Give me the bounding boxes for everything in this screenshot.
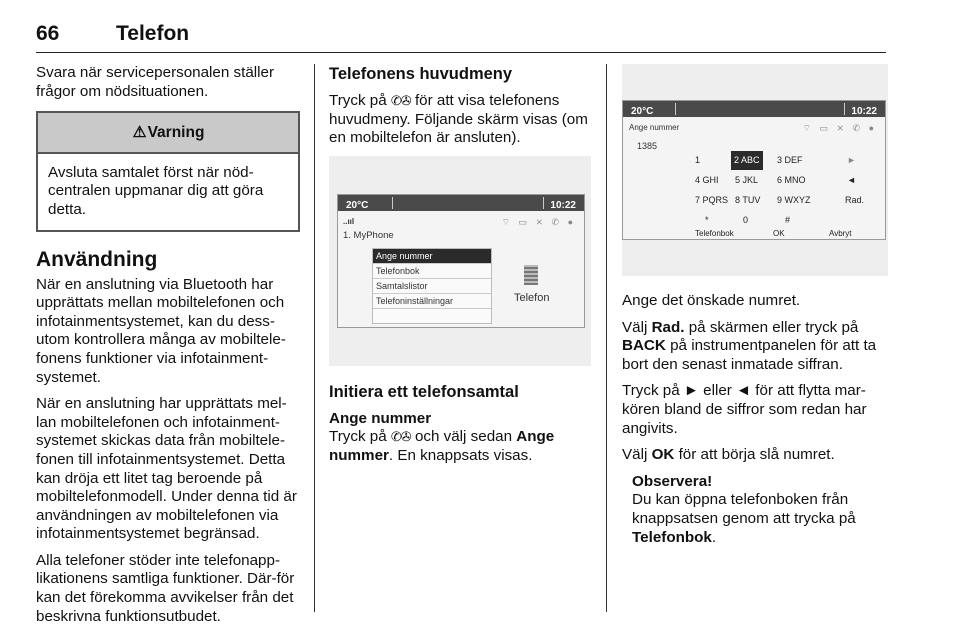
section-heading: Användning: [36, 247, 158, 271]
delete-button[interactable]: Rad.: [845, 195, 865, 205]
minor-heading: Ange nummer: [329, 409, 432, 427]
keypad-key[interactable]: 5 JKL: [735, 175, 759, 185]
intro-paragraph: Svara när servicepersonalen ställer frågor om nödsituationen.: [36, 64, 275, 100]
signal-strength-icon: ..ııl: [343, 216, 355, 226]
warning-title: Varning: [147, 124, 205, 142]
menu-item[interactable]: Ange nummer: [373, 249, 491, 264]
note-box: [622, 473, 888, 547]
bold-term: BACK: [622, 337, 666, 355]
text: för att visa telefonens huvudmeny. Följande skärm visas (om en mobiltelefon är ansluten).: [329, 92, 588, 147]
subsection-heading: Initiera ett telefonsamtal: [329, 382, 519, 401]
text: Välj: [622, 318, 648, 336]
phone-tile-icon: [524, 265, 538, 285]
clock: 10:22: [550, 199, 576, 211]
clock: 10:22: [851, 106, 877, 117]
text: på instrumentpanelen för att ta bort den senast inmatade siffran.: [622, 337, 877, 373]
temperature: 20°C: [631, 106, 654, 117]
phonebook-button[interactable]: Telefonbok: [695, 229, 734, 238]
menu-item[interactable]: Samtalslistor: [373, 279, 491, 294]
keypad-key[interactable]: 6 MNO: [777, 175, 806, 185]
infotainment-screen: [337, 194, 585, 328]
keypad-screenshot: [622, 64, 888, 276]
column-right: [622, 64, 888, 547]
body-paragraph: [329, 428, 591, 465]
warning-text: Avsluta samtalet först när nöd-centralen uppmanar dig att göra detta.: [48, 163, 264, 218]
body-paragraph: Ange det önskade numret.: [622, 292, 801, 309]
phone-icon: ✆✇: [390, 93, 411, 108]
keypad-key[interactable]: 7 PQRS: [695, 195, 729, 205]
text: Tryck på: [329, 92, 387, 109]
body-paragraph: [622, 319, 888, 375]
keypad-key[interactable]: 8 TUV: [735, 195, 761, 205]
keypad-key[interactable]: 0: [743, 215, 749, 225]
menu-item-empty: [373, 309, 491, 323]
page-header: [36, 22, 886, 53]
body-paragraph: [622, 446, 888, 465]
phone-menu-list: [372, 248, 492, 324]
body-paragraph: När en anslutning via Bluetooth har upprättats mellan mobiltelefonen och infotainmentsystemet, kan du dess-utom kontrollera många av mobiltele-fonens funktioner via infotainment-systemet.: [36, 275, 286, 386]
warning-triangle-icon: ⚠: [132, 124, 147, 142]
screen-title: Ange nummer: [629, 123, 680, 132]
status-icons: ⌔ ▭ ⨯ ✆ ●: [802, 123, 877, 133]
phone-tile-label: Telefon: [514, 291, 550, 304]
bold-term: Ange nummer: [329, 428, 555, 464]
text: på skärmen eller tryck på: [688, 318, 859, 336]
entered-number: 1385: [637, 141, 658, 151]
warning-header: [38, 113, 298, 154]
warning-box: [36, 111, 300, 231]
column-divider: [314, 64, 315, 612]
column-middle: [329, 64, 591, 474]
keypad-key[interactable]: *: [705, 215, 709, 225]
text: för att börja slå numret.: [678, 446, 835, 464]
bold-term: OK: [651, 446, 675, 464]
note-text: [632, 491, 888, 547]
device-name: 1. MyPhone: [343, 229, 394, 241]
text: .: [711, 528, 717, 546]
body-paragraph: När en anslutning har upprättats mel-lan mobiltelefonen och infotainment-systemet skickas data från mobiltele-fonen till infotainmentsystemet. Detta kan dröja ett litet tag beroende på mobiltelefonmodell. Under denna tid är användningen av mobiltelefonen via infotainmentsystemet begränsad.: [36, 395, 297, 543]
infotainment-screen: [622, 100, 886, 240]
page-title: Telefon: [116, 22, 190, 45]
keypad-key[interactable]: 2 ABC: [731, 151, 763, 170]
cursor-right-button[interactable]: ►: [847, 155, 856, 165]
text: . En knappsats visas.: [388, 446, 533, 464]
main-menu-screenshot: [329, 156, 591, 366]
ok-button[interactable]: OK: [773, 229, 785, 238]
section-heading: Telefonens huvudmeny: [329, 65, 513, 83]
keypad-key[interactable]: 1: [695, 155, 701, 165]
column-left: [36, 64, 300, 634]
body-paragraph: [329, 92, 591, 148]
text: och välj sedan: [414, 428, 513, 446]
status-icons: ⌔ ▭ ⨯ ✆ ●: [501, 216, 576, 227]
keypad-key[interactable]: 9 WXYZ: [777, 195, 811, 205]
text: Tryck på: [329, 428, 387, 446]
bold-term: Telefonbok: [632, 528, 712, 546]
body-paragraph: Alla telefoner stöder inte telefonapp-likationens samtliga funktioner. Där-för kan det förekomma avvikelser från det beskrivna funktionsutbudet.: [36, 551, 295, 625]
temperature: 20°C: [346, 199, 369, 211]
text: Välj: [622, 446, 648, 464]
menu-item[interactable]: Telefonbok: [373, 264, 491, 279]
status-bar: [338, 195, 584, 211]
note-title: Observera!: [632, 472, 713, 490]
keypad-key[interactable]: #: [785, 215, 791, 225]
text: Du kan öppna telefonboken från knappsatsen genom att trycka på: [632, 491, 856, 527]
status-bar: [623, 101, 885, 117]
page-number: 66: [36, 22, 60, 45]
column-divider: [606, 64, 607, 612]
phone-icon: ✆✇: [390, 429, 411, 445]
keypad-key[interactable]: 3 DEF: [777, 155, 803, 165]
keypad-key[interactable]: 4 GHI: [695, 175, 719, 185]
cursor-left-button[interactable]: ◄: [847, 175, 856, 185]
menu-item[interactable]: Telefoninställningar: [373, 294, 491, 309]
bold-term: Rad.: [651, 318, 685, 336]
cancel-button[interactable]: Avbryt: [829, 229, 852, 238]
body-paragraph: Tryck på ► eller ◄ för att flytta mar-kören bland de siffror som redan har angivits.: [622, 382, 867, 437]
